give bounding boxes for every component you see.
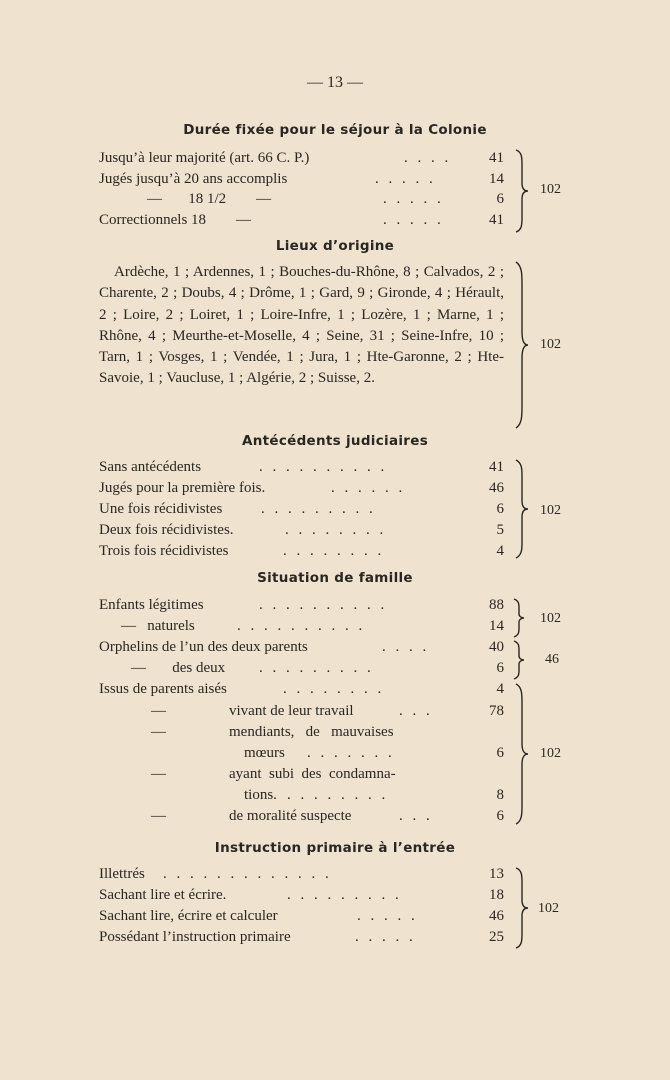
section-total: 46 xyxy=(545,652,559,667)
table-row xyxy=(99,929,504,949)
table-row xyxy=(99,618,504,638)
curly-brace-icon xyxy=(510,460,530,558)
row-label: — naturels xyxy=(121,618,195,634)
row-label: Correctionnels 18 — xyxy=(99,212,252,228)
row-dash: — xyxy=(151,766,166,782)
row-value: 46 xyxy=(489,480,504,496)
row-value: 88 xyxy=(489,597,504,613)
leader-dots: . . . . . xyxy=(375,171,436,187)
leader-dots: . . . . . . . xyxy=(307,745,395,761)
row-label: Possédant l’instruction primaire xyxy=(99,929,291,945)
row-dash: — xyxy=(151,724,166,740)
row-label: Sachant lire et écrire. xyxy=(99,887,227,903)
leader-dots: . . . . . . . . . . xyxy=(237,618,366,634)
row-label: de moralité suspecte xyxy=(229,808,352,824)
section-total: 102 xyxy=(540,182,561,197)
origin-paragraph: Ardèche, 1 ; Ardennes, 1 ; Bouches-du-Rhône, 8 ; Calvados, 2 ; Charente, 2 ; Doubs, 4 ; Drôme, 1 ; Gard, 9 ; Gironde, 4 ; Hérault, 2 ; Loire, 2 ; Loiret, 1 ; Loire-Infre, 1 ; Lozère, 1 ; Marne, 1 ; Rhône, 4 ; Meurthe-et-Moselle, 4 ; Seine, 31 ; Seine-Infre, 10 ; Tarn, 1 ; Vosges, 1 ; Vendée, 1 ; Jura, 1 ; Hte-Garonne, 2 ; Hte-Savoie, 1 ; Vaucluse, 1 ; Algérie, 2 ; Suisse, 2. xyxy=(99,264,504,387)
table-row xyxy=(99,150,504,170)
row-label: Orphelins de l’un des deux parents xyxy=(99,639,308,655)
row-value: 14 xyxy=(489,618,504,634)
row-value: 46 xyxy=(489,908,504,924)
section-total: 102 xyxy=(540,746,561,761)
section-total: 102 xyxy=(540,503,561,518)
row-value: 41 xyxy=(489,459,504,475)
row-dash: — xyxy=(151,703,166,719)
row-label: mœurs xyxy=(244,745,285,761)
leader-dots: . . . . . xyxy=(357,908,418,924)
row-value: 4 xyxy=(496,681,504,697)
row-label: Trois fois récidivistes xyxy=(99,543,229,559)
table-row xyxy=(99,459,504,479)
table-row xyxy=(99,745,504,765)
curly-brace-icon xyxy=(510,641,526,679)
section-total: 102 xyxy=(540,611,561,626)
table-row xyxy=(99,724,504,744)
row-label: Jugés pour la première fois. xyxy=(99,480,266,496)
section-total: 102 xyxy=(540,337,561,352)
row-value: 8 xyxy=(496,787,504,803)
row-label: tions. xyxy=(244,787,277,803)
row-label: Une fois récidivistes xyxy=(99,501,223,517)
leader-dots: . . . . . xyxy=(383,191,444,207)
row-value: 18 xyxy=(489,887,504,903)
leader-dots: . . . . . . . . . xyxy=(261,501,376,517)
row-label: vivant de leur travail xyxy=(229,703,354,719)
row-label: Jusqu’à leur majorité (art. 66 C. P.) xyxy=(99,150,310,166)
section-heading-instruction: Instruction primaire à l’entrée xyxy=(214,840,456,856)
row-label: Illettrés xyxy=(99,866,145,882)
leader-dots: . . . . . . . . xyxy=(285,522,387,538)
section-total: 102 xyxy=(538,901,559,916)
leader-dots: . . . . . . xyxy=(331,480,406,496)
leader-dots: . . . . . . . . xyxy=(283,681,385,697)
row-label: — des deux xyxy=(131,660,226,676)
section-heading-lieux: Lieux d’origine xyxy=(275,238,395,254)
section-heading-famille: Situation de famille xyxy=(257,570,413,586)
table-row xyxy=(99,597,504,617)
leader-dots: . . . . . xyxy=(355,929,416,945)
row-value: 14 xyxy=(489,171,504,187)
leader-dots: . . . . . xyxy=(383,212,444,228)
row-value: 4 xyxy=(496,543,504,559)
table-row xyxy=(99,787,504,807)
row-label: Sachant lire, écrire et calculer xyxy=(99,908,278,924)
table-row xyxy=(99,660,504,680)
leader-dots: . . . xyxy=(399,703,433,719)
row-label: — 18 1/2 — xyxy=(147,191,272,207)
row-value: 13 xyxy=(489,866,504,882)
row-label: mendiants, de mauvaises xyxy=(229,724,394,740)
leader-dots: . . . . xyxy=(404,150,452,166)
table-row xyxy=(99,212,504,232)
table-row xyxy=(99,887,504,907)
row-label: Deux fois récidivistes. xyxy=(99,522,234,538)
table-row xyxy=(99,766,504,786)
row-label: Enfants légitimes xyxy=(99,597,204,613)
table-row xyxy=(99,808,504,828)
row-value: 6 xyxy=(496,660,504,676)
table-row xyxy=(99,908,504,928)
page-number: — 13 — xyxy=(307,74,363,91)
curly-brace-icon xyxy=(510,599,526,637)
table-row xyxy=(99,639,504,659)
table-row xyxy=(99,501,504,521)
row-value: 78 xyxy=(489,703,504,719)
leader-dots: . . . . . . . . . . xyxy=(259,459,388,475)
table-row xyxy=(99,522,504,542)
row-dash: — xyxy=(151,808,166,824)
table-row xyxy=(99,866,504,886)
row-value: 6 xyxy=(496,501,504,517)
row-label: Issus de parents aisés xyxy=(99,681,227,697)
row-value: 41 xyxy=(489,212,504,228)
row-value: 40 xyxy=(489,639,504,655)
row-value: 6 xyxy=(496,191,504,207)
section-heading-antecedents: Antécédents judiciaires xyxy=(241,433,429,449)
leader-dots: . . . . . . . . . . . . . xyxy=(163,866,332,882)
row-value: 25 xyxy=(489,929,504,945)
section-heading-duree: Durée fixée pour le séjour à la Colonie xyxy=(183,122,487,138)
table-row xyxy=(99,703,504,723)
row-label: Sans antécédents xyxy=(99,459,202,475)
table-row xyxy=(99,480,504,500)
curly-brace-icon xyxy=(510,684,530,824)
row-value: 41 xyxy=(489,150,504,166)
row-label: Jugés jusqu’à 20 ans accomplis xyxy=(99,171,288,187)
leader-dots: . . . . . . . . . xyxy=(259,660,374,676)
curly-brace-icon xyxy=(510,150,530,232)
leader-dots: . . . . xyxy=(382,639,430,655)
table-row xyxy=(99,543,504,563)
row-value: 6 xyxy=(496,808,504,824)
curly-brace-icon xyxy=(510,262,530,428)
table-row xyxy=(99,171,504,191)
curly-brace-icon xyxy=(510,868,530,948)
leader-dots: . . . . . . . . xyxy=(283,543,385,559)
leader-dots: . . . xyxy=(399,808,433,824)
row-label: ayant subi des condamna- xyxy=(229,766,396,782)
row-value: 6 xyxy=(496,745,504,761)
row-value: 5 xyxy=(496,522,504,538)
leader-dots: . . . . . . . . . . xyxy=(259,597,388,613)
leader-dots: . . . . . . . . . xyxy=(287,887,402,903)
table-row xyxy=(99,681,504,701)
leader-dots: . . . . . . . . xyxy=(287,787,389,803)
table-row xyxy=(99,191,504,211)
